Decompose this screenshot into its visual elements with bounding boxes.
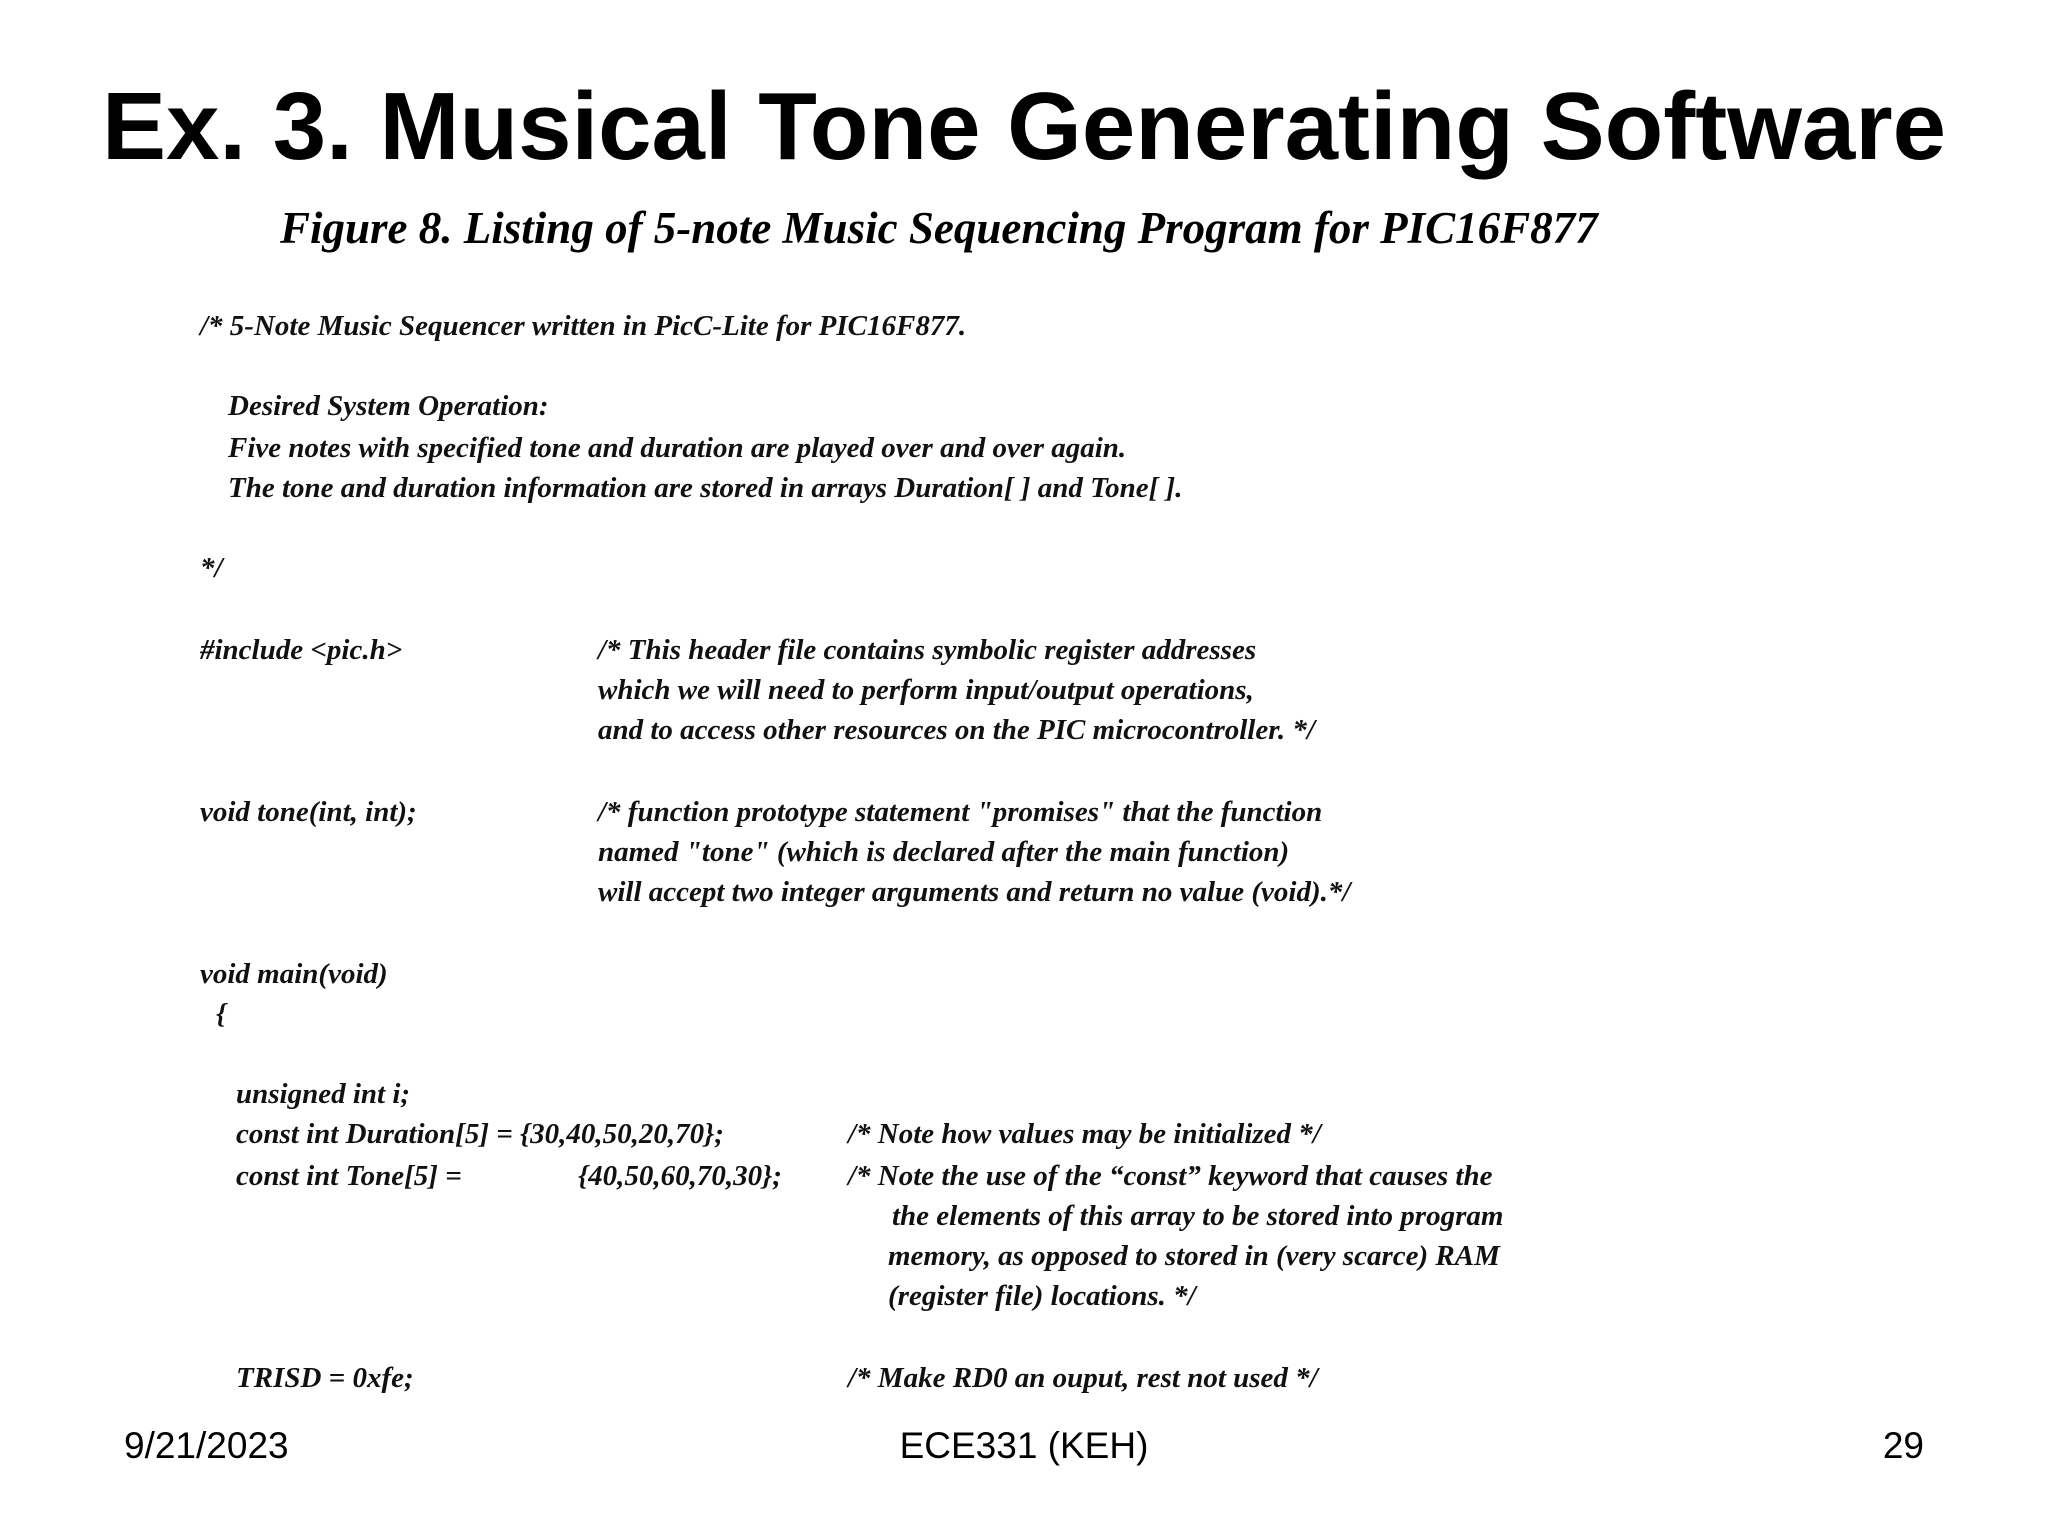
- prototype-comment-line: will accept two integer arguments and return no value (void).*/: [598, 876, 1351, 908]
- figure-caption: Figure 8. Listing of 5-note Music Sequencing Program for PIC16F877: [280, 203, 1598, 253]
- include-comment-line: /* This header file contains symbolic register addresses: [598, 634, 1257, 666]
- desired-operation-heading: Desired System Operation:: [228, 390, 549, 422]
- declaration-tone-comment-line: memory, as opposed to stored in (very scarce) RAM: [888, 1240, 1500, 1272]
- prototype-comment-line: named "tone" (which is declared after the main function): [598, 836, 1290, 868]
- desired-operation-line: The tone and duration information are stored in arrays Duration[ ] and Tone[ ].: [228, 472, 1183, 504]
- trisd-statement: TRISD = 0xfe;: [236, 1362, 414, 1394]
- declaration-tone-comment-line: (register file) locations. */: [888, 1280, 1196, 1312]
- slide-title: Ex. 3. Musical Tone Generating Software: [101, 73, 1946, 180]
- declaration-tone: const int Tone[5] =: [236, 1160, 462, 1192]
- footer-date: 9/21/2023: [124, 1425, 289, 1466]
- declaration-tone-values: {40,50,60,70,30};: [578, 1160, 782, 1192]
- desired-operation-line: Five notes with specified tone and duration are played over and over again.: [228, 432, 1127, 464]
- main-signature: void main(void): [200, 958, 388, 990]
- include-comment-line: and to access other resources on the PIC microcontroller. */: [598, 714, 1315, 746]
- trisd-comment: /* Make RD0 an ouput, rest not used */: [848, 1362, 1318, 1394]
- declaration-i: unsigned int i;: [236, 1078, 411, 1110]
- declaration-duration: const int Duration[5] = {30,40,50,20,70};: [236, 1118, 724, 1150]
- declaration-tone-comment-line: the elements of this array to be stored into program: [892, 1200, 1504, 1232]
- declaration-duration-comment: /* Note how values may be initialized */: [848, 1118, 1321, 1150]
- include-comment-line: which we will need to perform input/output operations,: [598, 674, 1254, 706]
- header-comment-open: /* 5-Note Music Sequencer written in PicC-Lite for PIC16F877.: [200, 310, 967, 342]
- declaration-tone-comment-line: /* Note the use of the “const” keyword that causes the: [848, 1160, 1493, 1192]
- header-comment-close: */: [200, 552, 223, 584]
- function-prototype: void tone(int, int);: [200, 796, 417, 828]
- main-open-brace: {: [216, 998, 227, 1030]
- include-directive: #include <pic.h>: [200, 634, 403, 666]
- prototype-comment-line: /* function prototype statement "promises" that the function: [598, 796, 1323, 828]
- footer-course: ECE331 (KEH): [899, 1425, 1149, 1466]
- footer-page-number: 29: [1882, 1425, 1924, 1466]
